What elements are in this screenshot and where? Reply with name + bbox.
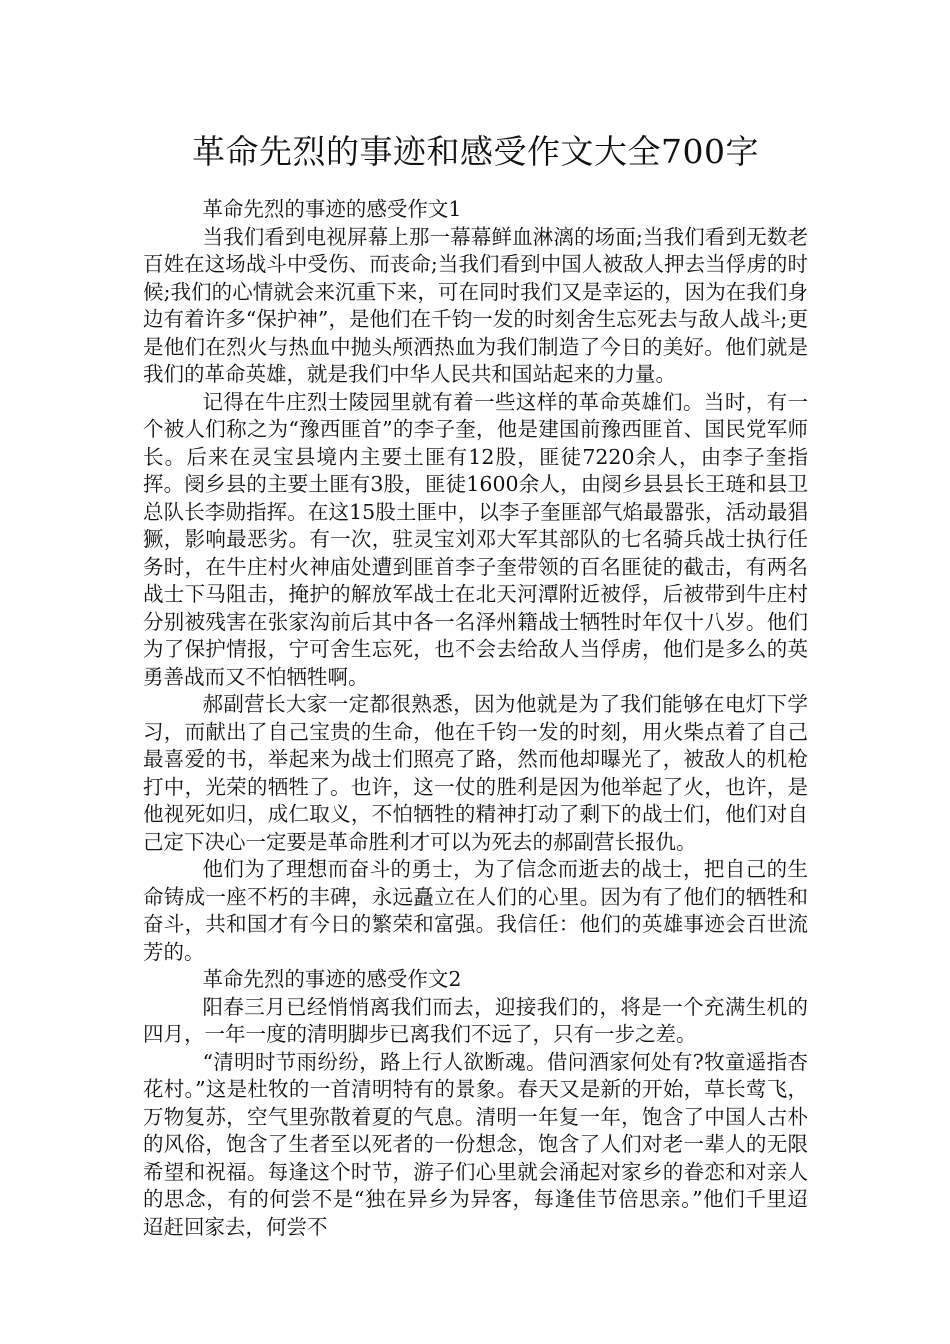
paragraph: 郝副营长大家一定都很熟悉，因为他就是为了我们能够在电灯下学习，而献出了自己宝贵的生命，他在千钧一发的时刻，用火柴点着了自己最喜爱的书，举起来为战士们照亮了路，然而他却曝光了，被敌人的机枪打中，光荣的牺牲了。也许，这一仗的胜利是因为他举起了火，也许，是他视死如归，成仁取义，不怕牺牲的精神打动了剩下的战士们，他们对自己定下决心一定要是革命胜利才可以为死去的郝副营长报仇。 (143, 692, 808, 854)
section-heading-1: 革命先烈的事迹的感受作文1 (202, 197, 462, 221)
paragraph: “清明时节雨纷纷，路上行人欲断魂。借问酒家何处有?牧童遥指杏花村。”这是杜牧的一首清明特有的景象。春天又是新的开始，草长莺飞，万物复苏，空气里弥散着夏的气息。清明一年复一年，饱含了中国人古朴的风俗，饱含了生者至以死者的一份想念，饱含了人们对老一辈人的无限希望和祝福。每逢这个时节，游子们心里就会涌起对家乡的眷恋和对亲人的思念，有的何尝不是“独在异乡为异客，每逢佳节倍思亲。”他们千里迢迢赶回家去，何尝不 (143, 1049, 808, 1239)
document-body (143, 196, 808, 1241)
section-heading-2: 革命先烈的事迹的感受作文2 (202, 967, 462, 991)
paragraph: 阳春三月已经悄悄离我们而去，迎接我们的，将是一个充满生机的四月，一年一度的清明脚步已离我们不远了，只有一步之差。 (143, 994, 808, 1046)
paragraph: 当我们看到电视屏幕上那一幕幕鲜血淋漓的场面;当我们看到无数老百姓在这场战斗中受伤、而丧命;当我们看到中国人被敌人押去当俘虏的时候;我们的心情就会来沉重下来，可在同时我们又是幸运的，因为在我们身边有着许多“保护神”，是他们在千钧一发的时刻舍生忘死去与敌人战斗;更是他们在烈火与热血中抛头颅洒热血为我们制造了今日的美好。他们就是我们的革命英雄，就是我们中华人民共和国站起来的力量。 (143, 224, 808, 386)
paragraph: 记得在牛庄烈士陵园里就有着一些这样的革命英雄们。当时，有一个被人们称之为“豫西匪首”的李子奎，他是建国前豫西匪首、国民党军师长。后来在灵宝县境内主要土匪有12股，匪徒7220余人，由李子奎指挥。阌乡县的主要土匪有3股，匪徒1600余人，由阌乡县县长王琏和县卫总队长李勋指挥。在这15股土匪中，以李子奎匪部气焰最嚣张，活动最猖獗，影响最恶劣。有一次，驻灵宝刘邓大军其部队的七名骑兵战士执行任务时，在牛庄村火神庙处遭到匪首李子奎带领的百名匪徒的截击，有两名战士下马阻击，掩护的解放军战士在北天河潭附近被俘，后被带到牛庄村分别被残害在张家沟前后其中各一名泽州籍战士牺牲时年仅十八岁。他们为了保护情报，宁可舍生忘死，也不会去给敌人当俘虏，他们是多么的英勇善战而又不怕牺牲啊。 (143, 389, 808, 689)
paragraph: 他们为了理想而奋斗的勇士，为了信念而逝去的战士，把自己的生命铸成一座不朽的丰碑，永远矗立在人们的心里。因为有了他们的牺牲和奋斗，共和国才有今日的繁荣和富强。我信任：他们的英雄事迹会百世流芳的。 (143, 857, 808, 964)
document-title: 革命先烈的事迹和感受作文大全700字 (192, 132, 759, 171)
